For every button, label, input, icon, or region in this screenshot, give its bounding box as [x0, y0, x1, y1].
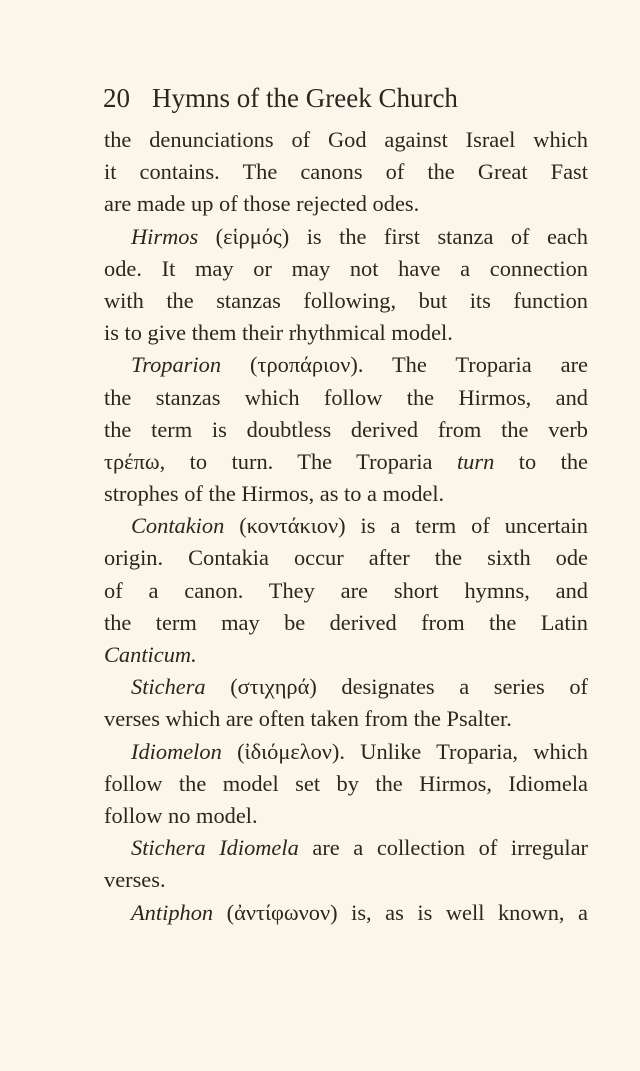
- paragraph: [104, 221, 588, 350]
- text-line: the term may be derived from the Latin: [104, 609, 588, 635]
- text-line: with the stanzas following, but its function: [104, 287, 588, 313]
- paragraph: [104, 832, 588, 896]
- paragraph: [104, 736, 588, 833]
- text-line: verses.: [104, 867, 166, 893]
- running-header: [103, 78, 543, 118]
- running-title: Hymns of the Greek Church: [152, 83, 458, 113]
- text-line: Canticum.: [104, 642, 197, 667]
- text-line: is to give them their rhythmical model.: [104, 320, 453, 346]
- text-line: follow the model set by the Hirmos, Idiomela: [104, 770, 588, 796]
- text-line: Stichera Idiomela are a collection of irregular: [131, 835, 588, 861]
- text-line: of a canon. They are short hymns, and: [104, 577, 588, 603]
- text-line: the stanzas which follow the Hirmos, and: [104, 384, 588, 410]
- paragraph: [104, 349, 588, 510]
- paragraph: [104, 897, 588, 929]
- body-text: [104, 124, 588, 929]
- text-line: Hirmos (εἱρμός) is the first stanza of each: [131, 223, 588, 249]
- text-line: τρέπω, to turn. The Troparia turn to the: [104, 448, 588, 474]
- text-line: verses which are often taken from the Psalter.: [104, 706, 512, 732]
- paragraph: [104, 671, 588, 735]
- paragraph: [104, 124, 588, 221]
- text-line: the term is doubtless derived from the verb: [104, 416, 588, 442]
- text-line: it contains. The canons of the Great Fast: [104, 159, 588, 185]
- text-line: the denunciations of God against Israel which: [104, 127, 588, 152]
- text-line: Antiphon (ἀντίφωνον) is, as is well known, a: [131, 899, 588, 925]
- paragraph: [104, 510, 588, 671]
- text-line: follow no model.: [104, 802, 258, 828]
- text-line: Contakion (κοντάκιον) is a term of uncertain: [131, 513, 588, 539]
- text-line: ode. It may or may not have a connection: [104, 255, 588, 281]
- text-line: origin. Contakia occur after the sixth ode: [104, 545, 588, 571]
- text-line: Idiomelon (ἰδιόμελον). Unlike Troparia, which: [131, 738, 588, 764]
- text-line: strophes of the Hirmos, as to a model.: [104, 481, 445, 507]
- text-line: Troparion (τροπάριον). The Troparia are: [131, 352, 588, 378]
- text-line: Stichera (στιχηρά) designates a series of: [131, 674, 588, 700]
- page-number: 20: [103, 83, 130, 113]
- text-line: are made up of those rejected odes.: [104, 191, 420, 217]
